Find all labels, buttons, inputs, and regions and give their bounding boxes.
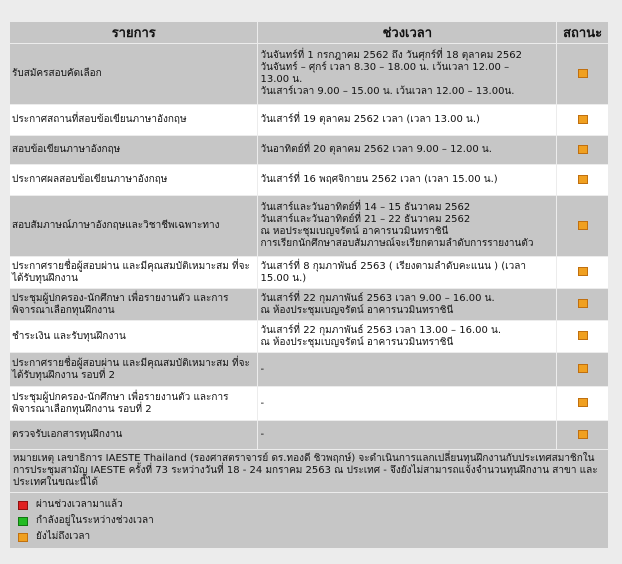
period-line: ณ ห้องประชุมเบญจรัตน์ อาคารนวมินทราชินี [260, 336, 454, 348]
period-line: วันเสาร์เวลา 9.00 – 15.00 น. เว้นเวลา 12.00 – 13.00น. [260, 86, 515, 97]
legend-label: กำลังอยู่ในระหว่างช่วงเวลา [36, 515, 154, 526]
row-status [557, 321, 608, 352]
schedule-panel [9, 21, 609, 549]
table-row [10, 196, 608, 256]
row-period [258, 387, 556, 420]
row-status [557, 421, 608, 449]
row-status [557, 353, 608, 386]
header-item: รายการ [10, 22, 257, 43]
row-item: สอบสัมภาษณ์ภาษาอังกฤษและวิชาชีพเฉพาะทาง [10, 196, 257, 256]
row-status [557, 136, 608, 164]
row-item: ประชุมผู้ปกครอง-นักศึกษา เพื่อรายงานตัว และการพิจารณาเลือกทุนฝึกงาน รอบที่ 2 [10, 387, 257, 420]
header-status: สถานะ [557, 22, 608, 43]
period-line: วันอาทิตย์ที่ 20 ตุลาคม 2562 เวลา 9.00 – 12.00 น. [260, 144, 492, 155]
period-line: วันจันทร์ที่ 1 กรกฎาคม 2562 ถึง วันศุกร์ที่ 18 ตุลาคม 2562 [260, 50, 522, 61]
table-row [10, 353, 608, 386]
row-status [557, 387, 608, 420]
period-line: 13.00 น. [260, 74, 303, 85]
row-item: ประชุมผู้ปกครอง-นักศึกษา เพื่อรายงานตัว และการพิจารณาเลือกทุนฝึกงาน [10, 289, 257, 320]
status-orange-icon [578, 331, 588, 340]
period-line: วันเสาร์ที่ 19 ตุลาคม 2562 เวลา (เวลา 13.00 น.) [260, 114, 480, 125]
row-item: ประกาศรายชื่อผู้สอบผ่าน และมีคุณสมบัติเหมาะสม ที่จะได้รับทุนฝึกงาน รอบที่ 2 [10, 353, 257, 386]
table-row [10, 289, 608, 320]
legend-item-orange [18, 529, 605, 545]
legend-label: ยังไม่ถึงเวลา [36, 531, 91, 542]
table-row [10, 165, 608, 195]
period-line: - [260, 397, 265, 409]
period-line: วันเสาร์ที่ 16 พฤศจิกายน 2562 เวลา (เวลา 15.00 น.) [260, 174, 498, 185]
status-orange-icon [578, 145, 588, 154]
table-row [10, 257, 608, 288]
row-status [557, 105, 608, 135]
period-line: วันเสาร์ที่ 8 กุมภาพันธ์ 2563 ( เรียงตามลำดับคะแนน ) (เวลา [260, 260, 526, 272]
table-row [10, 136, 608, 164]
status-orange-icon [578, 299, 588, 308]
row-item: ตรวจรับเอกสารทุนฝึกงาน [10, 421, 257, 449]
status-orange-icon [578, 175, 588, 184]
status-orange-icon [578, 398, 588, 407]
row-period [258, 321, 556, 352]
legend-label: ผ่านช่วงเวลามาแล้ว [36, 499, 123, 510]
table-row [10, 421, 608, 449]
table-row [10, 321, 608, 352]
status-orange-icon [578, 430, 588, 439]
orange-status-icon [18, 533, 28, 542]
period-line: วันเสาร์ที่ 22 กุมภาพันธ์ 2563 เวลา 9.00 – 16.00 น. [260, 292, 495, 304]
table-row [10, 44, 608, 104]
row-period [258, 165, 556, 195]
status-orange-icon [578, 115, 588, 124]
status-orange-icon [578, 69, 588, 78]
row-status [557, 289, 608, 320]
table-row [10, 387, 608, 420]
period-line: วันเสาร์และวันอาทิตย์ที่ 14 – 15 ธันวาคม 2562 [260, 202, 471, 213]
period-line: ณ หอประชุมเบญจรัตน์ อาคารนวมินทราชินี [260, 226, 449, 237]
row-period [258, 196, 556, 256]
status-orange-icon [578, 364, 588, 373]
note-text: หมายเหตุ เลขาธิการ IAESTE Thailand (รองศาสตราจารย์ ดร.ทองดี ชิวพฤกษ์) จะดำเนินการแลกเปลี่ยนทุนฝึกงานกับประเทศสมาชิกในการประชุมสามัญ IAESTE ครั้งที่ 73 ระหว่างวันที่ 18 - 24 มกราคม 2563 ณ ประเทศ - จึงยังไม่สามารถแจ้งจำนวนทุนฝึกงาน สาขา และประเทศในขณะนี้ได้ [10, 450, 608, 492]
table-header [10, 22, 608, 43]
period-line: - [260, 363, 265, 375]
row-period [258, 136, 556, 164]
period-line: ณ ห้องประชุมเบญจรัตน์ อาคารนวมินทราชินี [260, 304, 454, 316]
row-period [258, 289, 556, 320]
row-period [258, 105, 556, 135]
period-line: - [260, 429, 265, 440]
schedule-table [9, 21, 609, 549]
row-status [557, 196, 608, 256]
table-row [10, 105, 608, 135]
legend-row [10, 493, 608, 548]
header-period: ช่วงเวลา [258, 22, 556, 43]
row-status [557, 257, 608, 288]
period-line: วันเสาร์ที่ 22 กุมภาพันธ์ 2563 เวลา 13.00 – 16.00 น. [260, 324, 502, 336]
period-line: 15.00 น.) [260, 272, 307, 284]
note-row [10, 450, 608, 492]
period-line: วันจันทร์ – ศุกร์ เวลา 8.30 – 18.00 น. เว้นเวลา 12.00 – [260, 62, 510, 73]
legend-item-green [18, 513, 605, 529]
row-period [258, 44, 556, 104]
period-line: การเรียกนักศึกษาสอบสัมภาษณ์จะเรียกตามลำดับการรายงานตัว [260, 238, 534, 249]
row-item: ประกาศสถานที่สอบข้อเขียนภาษาอังกฤษ [10, 105, 257, 135]
row-item: ชำระเงิน และรับทุนฝึกงาน [10, 321, 257, 352]
period-line: วันเสาร์และวันอาทิตย์ที่ 21 – 22 ธันวาคม 2562 [260, 214, 471, 225]
row-period [258, 257, 556, 288]
row-period [258, 353, 556, 386]
red-status-icon [18, 501, 28, 510]
row-item: สอบข้อเขียนภาษาอังกฤษ [10, 136, 257, 164]
green-status-icon [18, 517, 28, 526]
status-orange-icon [578, 267, 588, 276]
legend-item-red [18, 497, 605, 513]
row-item: ประกาศรายชื่อผู้สอบผ่าน และมีคุณสมบัติเหมาะสม ที่จะได้รับทุนฝึกงาน [10, 257, 257, 288]
legend [10, 493, 608, 548]
row-period [258, 421, 556, 449]
row-item: รับสมัครสอบคัดเลือก [10, 44, 257, 104]
row-status [557, 165, 608, 195]
status-orange-icon [578, 221, 588, 230]
row-item: ประกาศผลสอบข้อเขียนภาษาอังกฤษ [10, 165, 257, 195]
row-status [557, 44, 608, 104]
